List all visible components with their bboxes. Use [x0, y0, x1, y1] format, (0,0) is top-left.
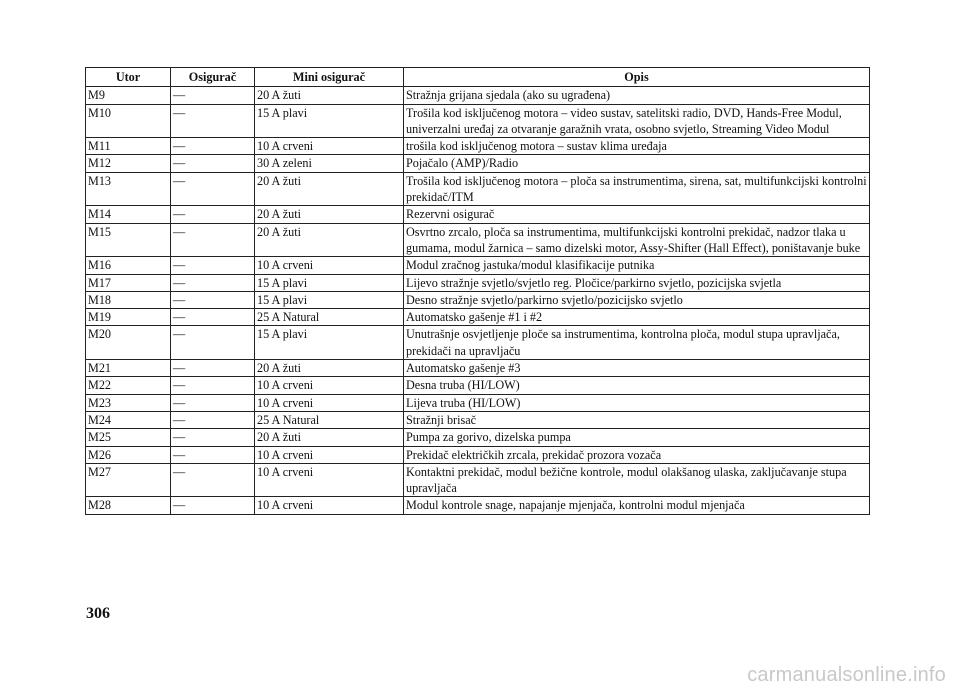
table-row [86, 155, 870, 172]
table-row [86, 257, 870, 274]
page-number: 306 [86, 605, 110, 622]
fuse-cell: — [171, 394, 255, 411]
fuse-cell: — [171, 155, 255, 172]
fuse-cell: — [171, 411, 255, 428]
header-description: Opis [404, 68, 870, 87]
table-row [86, 497, 870, 514]
slot-cell: M23 [86, 394, 171, 411]
fuse-cell: — [171, 172, 255, 206]
mini-fuse-cell: 15 A plavi [255, 104, 404, 138]
table-row [86, 138, 870, 155]
table-row [86, 429, 870, 446]
slot-cell: M15 [86, 223, 171, 257]
fuse-cell: — [171, 360, 255, 377]
description-cell: Lijevo stražnje svjetlo/svjetlo reg. Pločice/parkirno svjetlo, pozicijska svjetla [404, 274, 870, 291]
slot-cell: M26 [86, 446, 171, 463]
fuse-cell: — [171, 104, 255, 138]
description-cell: Pumpa za gorivo, dizelska pumpa [404, 429, 870, 446]
table-row [86, 172, 870, 206]
mini-fuse-cell: 10 A crveni [255, 138, 404, 155]
description-cell: Lijeva truba (HI/LOW) [404, 394, 870, 411]
table-body [86, 87, 870, 514]
mini-fuse-cell: 10 A crveni [255, 377, 404, 394]
fuse-cell: — [171, 206, 255, 223]
description-cell: Desna truba (HI/LOW) [404, 377, 870, 394]
fuse-cell: — [171, 429, 255, 446]
fuse-cell: — [171, 87, 255, 104]
description-cell: Desno stražnje svjetlo/parkirno svjetlo/pozicijsko svjetlo [404, 291, 870, 308]
mini-fuse-cell: 15 A plavi [255, 274, 404, 291]
description-cell: Trošila kod isključenog motora – ploča sa instrumentima, sirena, sat, multifunkcijski kontrolni prekidač/ITM [404, 172, 870, 206]
fuse-table [85, 67, 870, 515]
description-cell: Trošila kod isključenog motora – video sustav, satelitski radio, DVD, Hands-Free Modul, univerzalni uređaj za otvaranje garažnih vrata, osobno svjetlo, Streaming Video Modul [404, 104, 870, 138]
table-row [86, 377, 870, 394]
table-row [86, 274, 870, 291]
header-slot: Utor [86, 68, 171, 87]
header-row [86, 68, 870, 87]
slot-cell: M14 [86, 206, 171, 223]
header-fuse: Osigurač [171, 68, 255, 87]
slot-cell: M13 [86, 172, 171, 206]
mini-fuse-cell: 20 A žuti [255, 206, 404, 223]
table-row [86, 104, 870, 138]
slot-cell: M19 [86, 309, 171, 326]
description-cell: Prekidač električkih zrcala, prekidač prozora vozača [404, 446, 870, 463]
fuse-cell: — [171, 309, 255, 326]
fuse-cell: — [171, 274, 255, 291]
mini-fuse-cell: 20 A žuti [255, 223, 404, 257]
watermark: carmanualsonline.info [747, 664, 946, 686]
slot-cell: M28 [86, 497, 171, 514]
slot-cell: M25 [86, 429, 171, 446]
fuse-cell: — [171, 138, 255, 155]
fuse-cell: — [171, 326, 255, 360]
table-row [86, 463, 870, 497]
mini-fuse-cell: 20 A žuti [255, 87, 404, 104]
slot-cell: M10 [86, 104, 171, 138]
slot-cell: M18 [86, 291, 171, 308]
description-cell: Modul zračnog jastuka/modul klasifikacije putnika [404, 257, 870, 274]
slot-cell: M27 [86, 463, 171, 497]
fuse-cell: — [171, 497, 255, 514]
fuse-cell: — [171, 377, 255, 394]
slot-cell: M16 [86, 257, 171, 274]
table-row [86, 360, 870, 377]
header-mini-fuse: Mini osigurač [255, 68, 404, 87]
table-row [86, 223, 870, 257]
fuse-cell: — [171, 446, 255, 463]
mini-fuse-cell: 15 A plavi [255, 291, 404, 308]
mini-fuse-cell: 10 A crveni [255, 446, 404, 463]
slot-cell: M12 [86, 155, 171, 172]
table-row [86, 291, 870, 308]
table-row [86, 309, 870, 326]
fuse-cell: — [171, 223, 255, 257]
mini-fuse-cell: 10 A crveni [255, 497, 404, 514]
mini-fuse-cell: 20 A žuti [255, 172, 404, 206]
description-cell: trošila kod isključenog motora – sustav klima uređaja [404, 138, 870, 155]
description-cell: Unutrašnje osvjetljenje ploče sa instrumentima, kontrolna ploča, modul stupa upravljača, prekidači na upravljaču [404, 326, 870, 360]
table-row [86, 87, 870, 104]
fuse-cell: — [171, 291, 255, 308]
table-row [86, 206, 870, 223]
table-row [86, 446, 870, 463]
description-cell: Osvrtno zrcalo, ploča sa instrumentima, multifunkcijski kontrolni prekidač, nadzor tlaka u gumama, modul žarnica – samo dizelski motor, Assy-Shifter (Hall Effect), poništavanje buke [404, 223, 870, 257]
mini-fuse-cell: 10 A crveni [255, 257, 404, 274]
description-cell: Stražnja grijana sjedala (ako su ugrađena) [404, 87, 870, 104]
table-row [86, 394, 870, 411]
mini-fuse-cell: 15 A plavi [255, 326, 404, 360]
description-cell: Automatsko gašenje #3 [404, 360, 870, 377]
slot-cell: M21 [86, 360, 171, 377]
slot-cell: M9 [86, 87, 171, 104]
mini-fuse-cell: 25 A Natural [255, 309, 404, 326]
mini-fuse-cell: 20 A žuti [255, 360, 404, 377]
description-cell: Pojačalo (AMP)/Radio [404, 155, 870, 172]
table-row [86, 411, 870, 428]
description-cell: Kontaktni prekidač, modul bežične kontrole, modul olakšanog ulaska, zaključavanje stupa upravljača [404, 463, 870, 497]
mini-fuse-cell: 25 A Natural [255, 411, 404, 428]
slot-cell: M20 [86, 326, 171, 360]
mini-fuse-cell: 10 A crveni [255, 463, 404, 497]
table-header [86, 68, 870, 87]
description-cell: Rezervni osigurač [404, 206, 870, 223]
mini-fuse-cell: 10 A crveni [255, 394, 404, 411]
slot-cell: M17 [86, 274, 171, 291]
fuse-cell: — [171, 463, 255, 497]
fuse-cell: — [171, 257, 255, 274]
slot-cell: M11 [86, 138, 171, 155]
table-row [86, 326, 870, 360]
mini-fuse-cell: 20 A žuti [255, 429, 404, 446]
description-cell: Automatsko gašenje #1 i #2 [404, 309, 870, 326]
slot-cell: M24 [86, 411, 171, 428]
description-cell: Modul kontrole snage, napajanje mjenjača, kontrolni modul mjenjača [404, 497, 870, 514]
mini-fuse-cell: 30 A zeleni [255, 155, 404, 172]
slot-cell: M22 [86, 377, 171, 394]
description-cell: Stražnji brisač [404, 411, 870, 428]
